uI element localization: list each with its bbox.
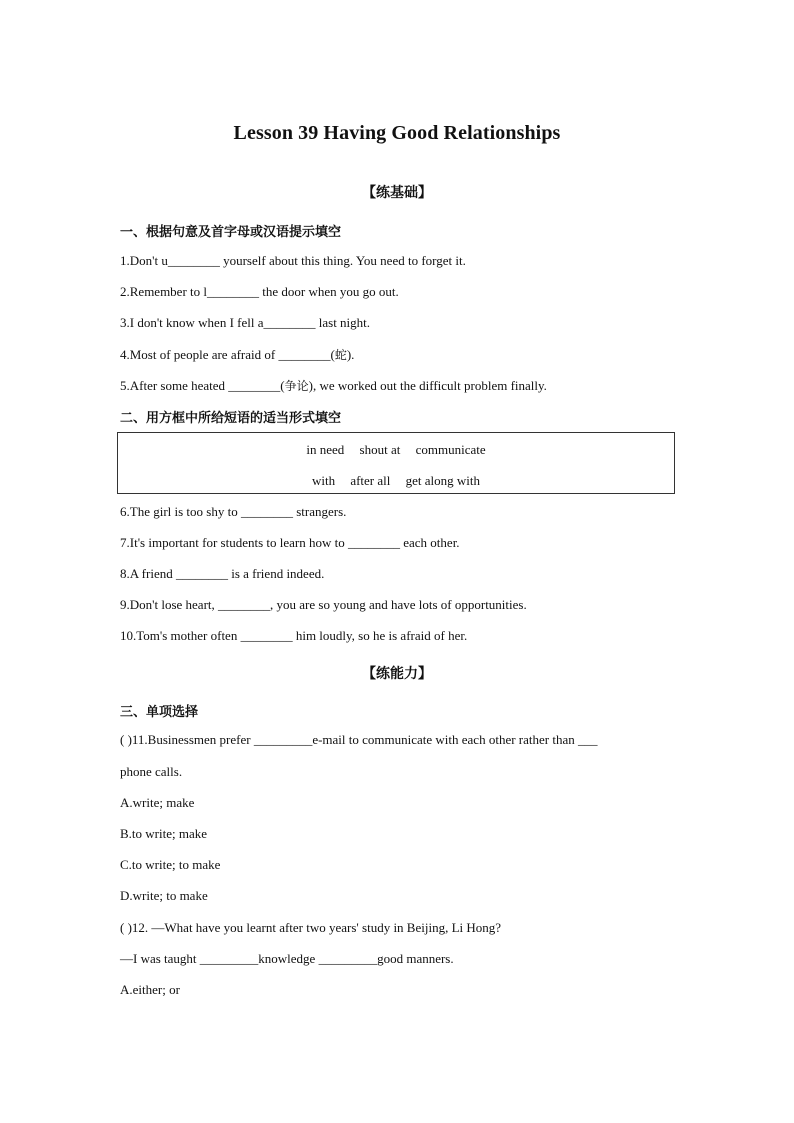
question-5 <box>120 377 547 394</box>
option-11-a: A.write; make <box>120 795 195 810</box>
part-heading-phrase-box: 二、用方框中所给短语的适当形式填空 <box>120 411 342 426</box>
question-3: 3.I don't know when I fell a________ last night. <box>120 315 371 330</box>
page-title: Lesson 39 Having Good Relationships <box>233 122 561 144</box>
section-heading-ability: 【练能力】 <box>362 666 432 682</box>
phrase: shout at <box>359 442 401 457</box>
option-11-d: D.write; to make <box>120 888 208 903</box>
question-11: ( )11.Businessmen prefer _________e-mail to communicate with each other rather than ___ <box>120 732 598 747</box>
question-8: 8.A friend ________ is a friend indeed. <box>120 566 325 581</box>
phrase: communicate <box>415 442 486 457</box>
question-11-cont: phone calls. <box>120 764 183 779</box>
question-4-text: 4.Most of people are afraid of ________( <box>120 347 335 362</box>
question-7: 7.It's important for students to learn how to ________ each other. <box>120 535 460 550</box>
phrase: after all <box>350 473 391 488</box>
question-9: 9.Don't lose heart, ________, you are so young and have lots of opportunities. <box>120 597 527 612</box>
phrase-box <box>117 432 675 494</box>
question-4 <box>120 346 354 363</box>
phrase-box-row-2 <box>118 473 674 489</box>
question-5-end: ), we worked out the difficult problem finally. <box>308 378 547 393</box>
part-heading-multiple-choice: 三、单项选择 <box>120 705 199 720</box>
phrase: in need <box>306 442 345 457</box>
question-1: 1.Don't u________ yourself about this thing. You need to forget it. <box>120 253 466 268</box>
question-2: 2.Remember to l________ the door when you go out. <box>120 284 399 299</box>
question-4-end: ). <box>346 347 355 362</box>
phrase: with <box>311 473 336 488</box>
option-11-c: C.to write; to make <box>120 857 221 872</box>
section-heading-basic: 【练基础】 <box>362 185 432 201</box>
phrase: get along with <box>405 473 481 488</box>
question-5-text: 5.After some heated ________( <box>120 378 285 393</box>
question-12: ( )12. —What have you learnt after two years' study in Beijing, Li Hong? <box>120 920 502 935</box>
part-heading-fill-blanks: 一、根据句意及首字母或汉语提示填空 <box>120 225 342 240</box>
phrase-box-row-1 <box>118 442 674 458</box>
option-12-a: A.either; or <box>120 982 180 997</box>
question-6: 6.The girl is too shy to ________ strangers. <box>120 504 347 519</box>
question-5-hint: 争论 <box>284 379 309 393</box>
option-11-b: B.to write; make <box>120 826 208 841</box>
question-4-hint: 蛇 <box>334 348 347 362</box>
question-10: 10.Tom's mother often ________ him loudly, so he is afraid of her. <box>120 628 468 643</box>
question-12-answer: —I was taught _________knowledge _________good manners. <box>120 951 454 966</box>
